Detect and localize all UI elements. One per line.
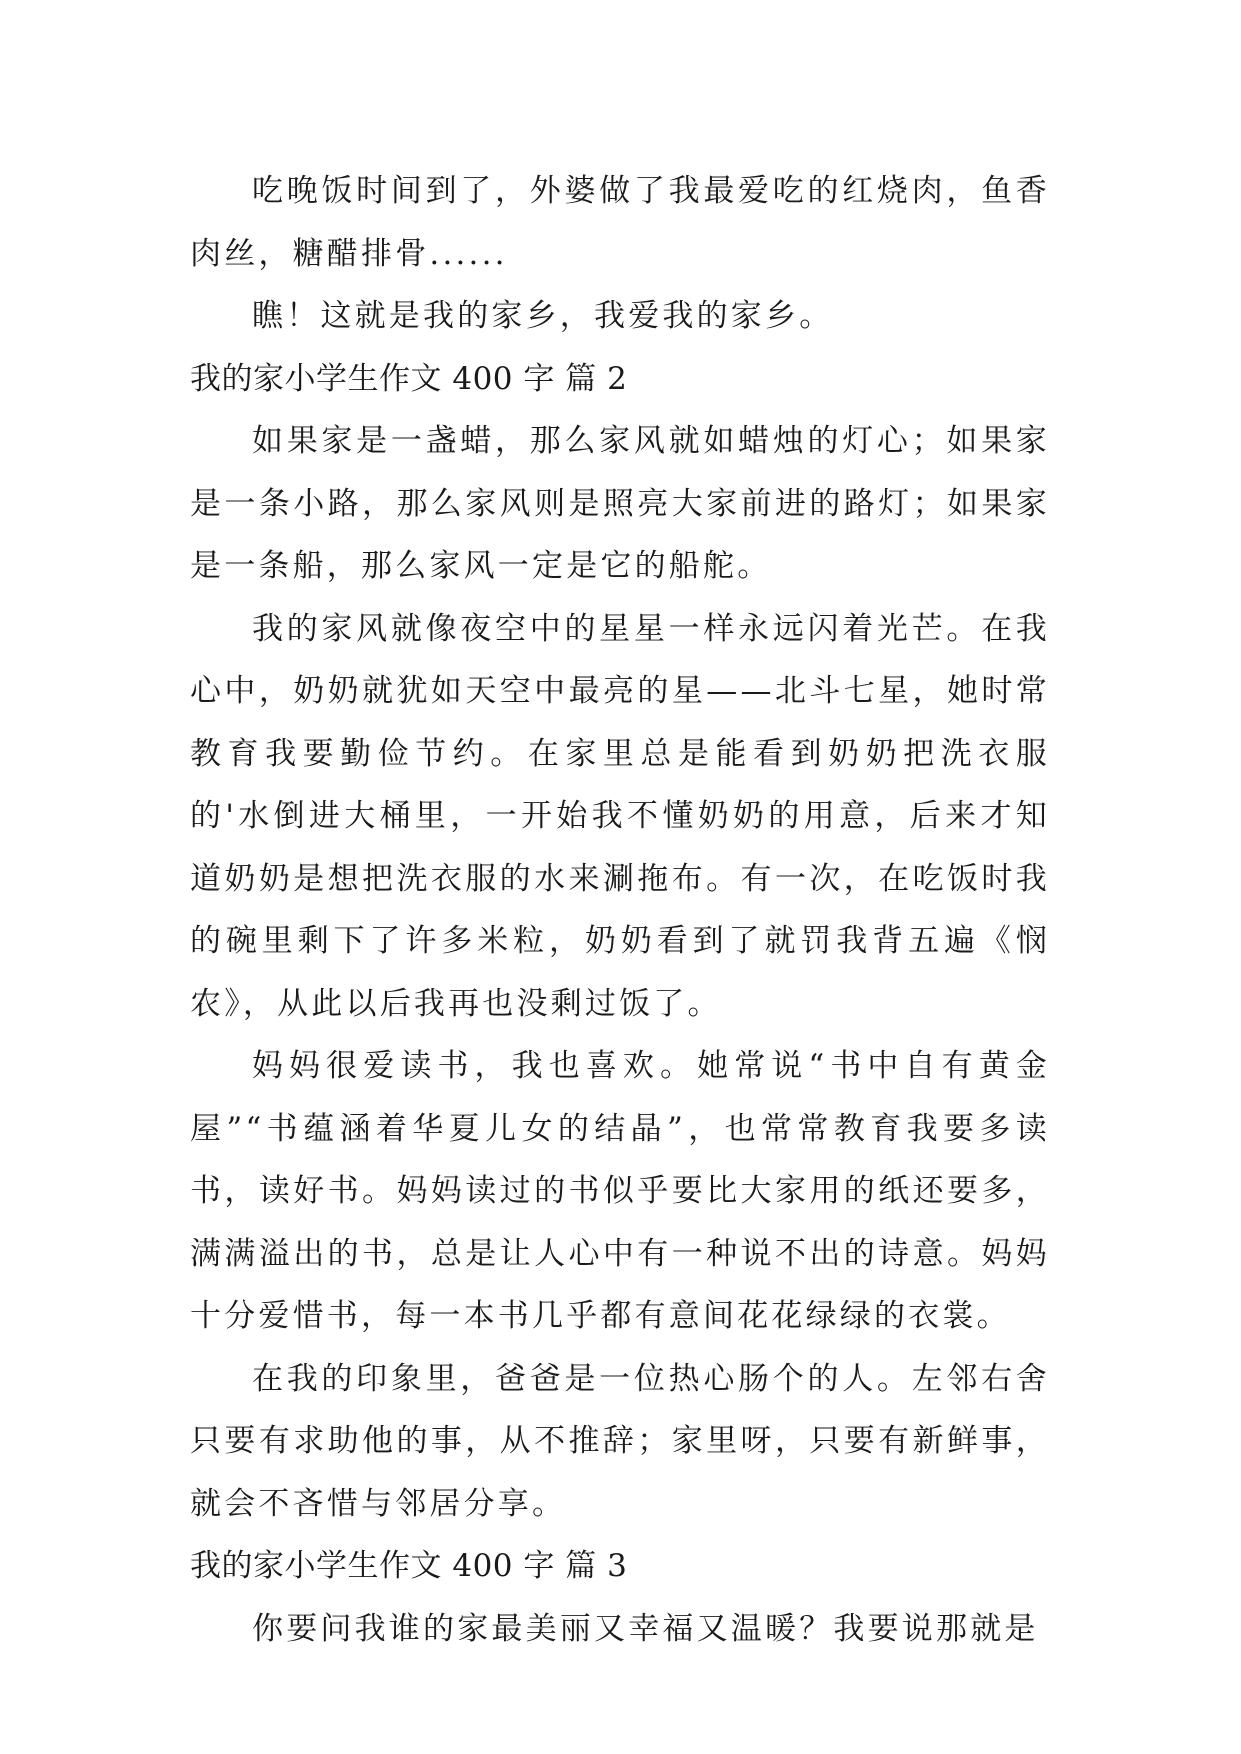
paragraph-dad: 在我的印象里，爸爸是一位热心肠个的人。左邻右舍只要有求助他的事，从不推辞；家里呀，只要有新鲜事，就会不吝惜与邻居分享。 — [190, 1360, 1050, 1522]
paragraph-mom-reading: 妈妈很爱读书，我也喜欢。她常说“书中自有黄金屋”“书蕴涵着华夏儿女的结晶”，也常常教育我要多读书，读好书。妈妈读过的书似乎要比大家用的纸还要多，满满溢出的书，总是让人心中有一种说不出的诗意。妈妈十分爱惜书，每一本书几乎都有意间花花绿绿的衣裳。 — [190, 1048, 1050, 1334]
document-body — [190, 160, 1050, 1660]
section-heading-2: 我的家小学生作文 400 字 篇 2 — [190, 360, 628, 397]
section-heading-3: 我的家小学生作文 400 字 篇 3 — [190, 1548, 628, 1584]
paragraph-grandma: 我的家风就像夜空中的星星一样永远闪着光芒。在我心中，奶奶就犹如天空中最亮的星——北斗七星，她时常教育我要勤俭节约。在家里总是能看到奶奶把洗衣服的'水倒进大桶里，一开始我不懂奶奶的用意，后来才知道奶奶是想把洗衣服的水来涮拖布。有一次，在吃饭时我的碗里剩下了许多米粒，奶奶看到了就罚我背五遍《悯农》，从此以后我再也没剩过饭了。 — [190, 610, 1050, 1022]
paragraph-hometown: 瞧！这就是我的家乡，我爱我的家乡。 — [252, 298, 834, 334]
paragraph-essay-3-start: 你要问我谁的家最美丽又幸福又温暖？我要说那就是 — [252, 1610, 1039, 1647]
paragraph-family-style-intro: 如果家是一盏蜡，那么家风就如蜡烛的灯心；如果家是一条小路，那么家风则是照亮大家前进的路灯；如果家是一条船，那么家风一定是它的船舵。 — [190, 423, 1050, 584]
paragraph-dinner: 吃晚饭时间到了，外婆做了我最爱吃的红烧肉，鱼香肉丝，糖醋排骨...... — [190, 173, 1050, 272]
